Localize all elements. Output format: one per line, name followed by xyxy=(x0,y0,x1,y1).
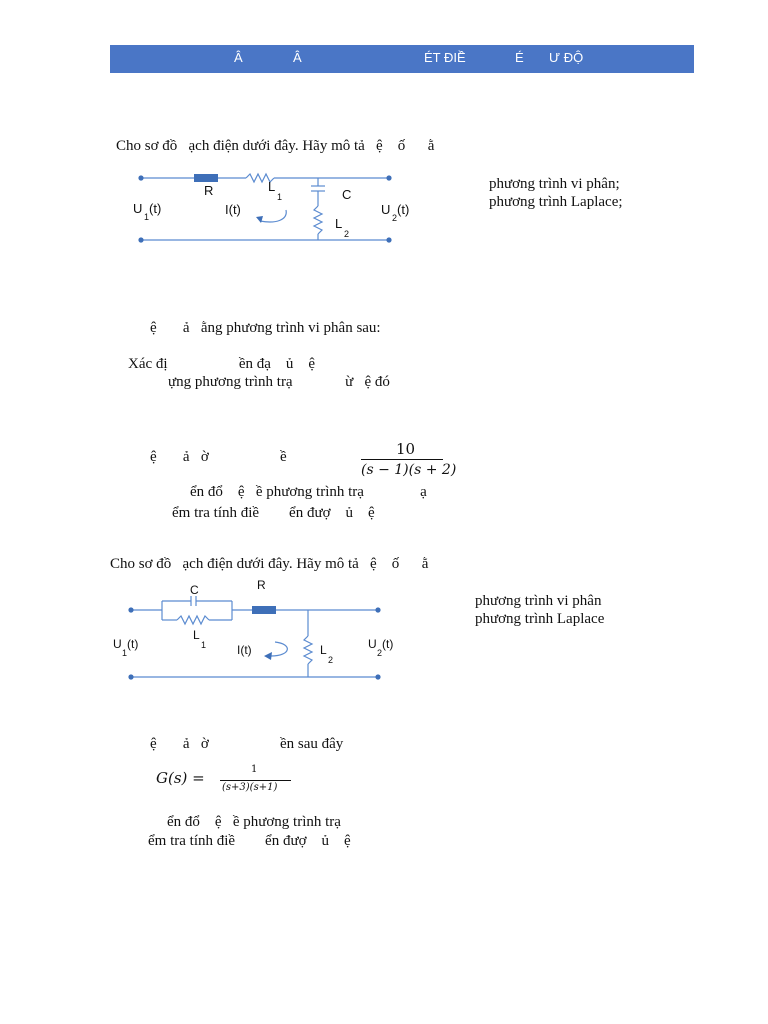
label2-u2-sub: 2 xyxy=(377,648,383,658)
label-u2-sub: 2 xyxy=(392,213,398,223)
label2-r: R xyxy=(257,578,266,592)
problem3-prefix: ệ ả ờ ề xyxy=(150,449,287,465)
problem3-line3: ểm tra tính điề ển đượ ủ ệ xyxy=(172,505,375,521)
label2-l1: L xyxy=(193,628,200,642)
problem2-line2: Xác đị ền đạ ủ ệ xyxy=(128,356,316,372)
problem1-option1: phương trình vi phân; xyxy=(489,176,620,192)
label2-u1-t: (t) xyxy=(127,637,139,651)
label2-c: C xyxy=(190,583,199,597)
problem5-fraction-bar xyxy=(220,780,291,781)
problem4-option2: phương trình Laplace xyxy=(475,611,605,627)
problem3-numerator: 10 xyxy=(396,440,416,458)
problem4-intro: Cho sơ đồ ạch điện dưới đây. Hãy mô tả ệ ố ằ xyxy=(110,556,429,572)
banner-text-1: Â xyxy=(234,50,243,65)
label-u1-sub: 1 xyxy=(144,212,150,222)
banner-text-2: Â xyxy=(293,50,302,65)
problem5-line3: ểm tra tính điề ển đượ ủ ệ xyxy=(148,833,351,849)
problem5-denominator: (s+3)(s+1) xyxy=(222,782,278,793)
label-r: R xyxy=(204,183,214,198)
label2-current: I(t) xyxy=(237,643,252,657)
label-u1: U xyxy=(133,201,143,216)
label-l2: L xyxy=(335,216,343,231)
problem5-prefix: ệ ả ờ ền sau đây xyxy=(150,736,344,752)
problem5-numerator: 1 xyxy=(251,764,258,775)
problem5-g-label: G(s) = xyxy=(156,769,205,787)
label2-u1-sub: 1 xyxy=(122,648,128,658)
label-l2-sub: 2 xyxy=(344,229,350,239)
label2-l2-sub: 2 xyxy=(328,655,334,665)
problem4-option1: phương trình vi phân xyxy=(475,593,602,609)
label2-l1-sub: 1 xyxy=(201,640,207,650)
label-current: I(t) xyxy=(225,202,241,217)
problem2-line1: ệ ả ằng phương trình vi phân sau: xyxy=(150,320,381,336)
label-u2: U xyxy=(381,202,391,217)
banner-text-5: Ư ĐỘ xyxy=(549,50,584,65)
label-u1-t: (t) xyxy=(149,201,162,216)
label2-l2: L xyxy=(320,643,327,657)
problem5-line2: ển đổ ệ ề phương trình trạ xyxy=(167,814,341,830)
label2-u2-t: (t) xyxy=(382,637,394,651)
label-l1-sub: 1 xyxy=(277,192,283,202)
problem3-denominator: (s − 1)(s + 2) xyxy=(361,462,457,478)
banner-text-3: ÉT ĐIỀ xyxy=(424,50,466,65)
label2-u1: U xyxy=(113,637,122,651)
circuit-diagram-2 xyxy=(125,596,395,686)
label-c: C xyxy=(342,187,352,202)
problem2-line3: ựng phương trình trạ ừ ệ đó xyxy=(168,374,390,390)
problem3-fraction-bar xyxy=(361,459,443,460)
problem3-line2: ển đổ ệ ề phương trình trạ ạ xyxy=(190,484,427,500)
label-l1: L xyxy=(268,179,276,194)
banner-text-4: É xyxy=(515,50,524,65)
problem1-option2: phương trình Laplace; xyxy=(489,194,623,210)
problem1-intro: Cho sơ đồ ạch điện dưới đây. Hãy mô tả ệ ố ằ xyxy=(116,138,435,154)
header-banner xyxy=(110,45,694,73)
label2-u2: U xyxy=(368,637,377,651)
label-u2-t: (t) xyxy=(397,202,410,217)
